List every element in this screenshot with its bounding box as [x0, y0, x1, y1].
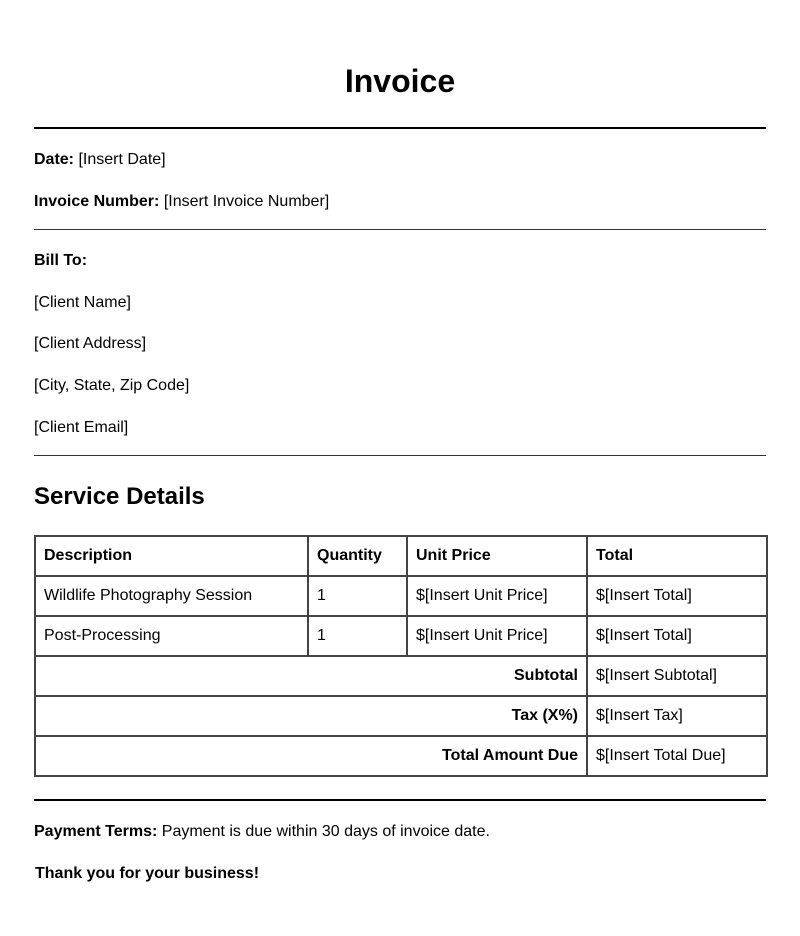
- client-name: [Client Name]: [34, 294, 131, 311]
- divider: [34, 455, 766, 456]
- tax-row: [35, 696, 767, 736]
- date-line: [34, 150, 166, 170]
- row-quantity: 1: [308, 576, 407, 616]
- subtotal-value: $[Insert Subtotal]: [587, 656, 767, 696]
- row-unit-price: $[Insert Unit Price]: [407, 616, 587, 656]
- client-address: [Client Address]: [34, 335, 147, 352]
- service-details-table: [34, 535, 768, 777]
- client-email: [Client Email]: [34, 419, 129, 436]
- payment-terms-line: [34, 822, 490, 842]
- invoice-number-label: Invoice Number:: [34, 193, 160, 210]
- total-due-value: $[Insert Total Due]: [587, 736, 767, 776]
- subtotal-row: [35, 656, 767, 696]
- total-due-row: [35, 736, 767, 776]
- payment-terms-value: Payment is due within 30 days of invoice date.: [161, 823, 490, 840]
- tax-label: Tax (X%): [35, 696, 587, 736]
- bill-to-heading: Bill To:: [34, 252, 88, 269]
- column-header-total: Total: [587, 536, 767, 576]
- column-header-unit-price: Unit Price: [407, 536, 587, 576]
- thank-you-line: [35, 864, 259, 884]
- table-header-row: [35, 536, 767, 576]
- thank-you-message: Thank you for your business!: [35, 865, 260, 882]
- row-description: Wildlife Photography Session: [35, 576, 308, 616]
- row-unit-price: $[Insert Unit Price]: [407, 576, 587, 616]
- divider: [34, 229, 766, 230]
- table-row: [35, 576, 767, 616]
- invoice-number-value: [Insert Invoice Number]: [163, 193, 330, 210]
- column-header-description: Description: [35, 536, 308, 576]
- divider: [34, 799, 766, 801]
- client-city-state-zip: [City, State, Zip Code]: [34, 377, 190, 394]
- date-label: Date:: [34, 151, 75, 168]
- row-total: $[Insert Total]: [587, 616, 767, 656]
- row-description: Post-Processing: [35, 616, 308, 656]
- row-quantity: 1: [308, 616, 407, 656]
- table-row: [35, 616, 767, 656]
- service-details-heading: Service Details: [34, 483, 205, 510]
- divider: [34, 127, 766, 129]
- tax-value: $[Insert Tax]: [587, 696, 767, 736]
- total-due-label: Total Amount Due: [35, 736, 587, 776]
- row-total: $[Insert Total]: [587, 576, 767, 616]
- date-value: [Insert Date]: [78, 151, 166, 168]
- invoice-number-line: [34, 192, 329, 212]
- column-header-quantity: Quantity: [308, 536, 407, 576]
- subtotal-label: Subtotal: [35, 656, 587, 696]
- bill-to-label: [34, 251, 87, 271]
- page-title: Invoice: [344, 63, 456, 99]
- payment-terms-label: Payment Terms:: [34, 823, 158, 840]
